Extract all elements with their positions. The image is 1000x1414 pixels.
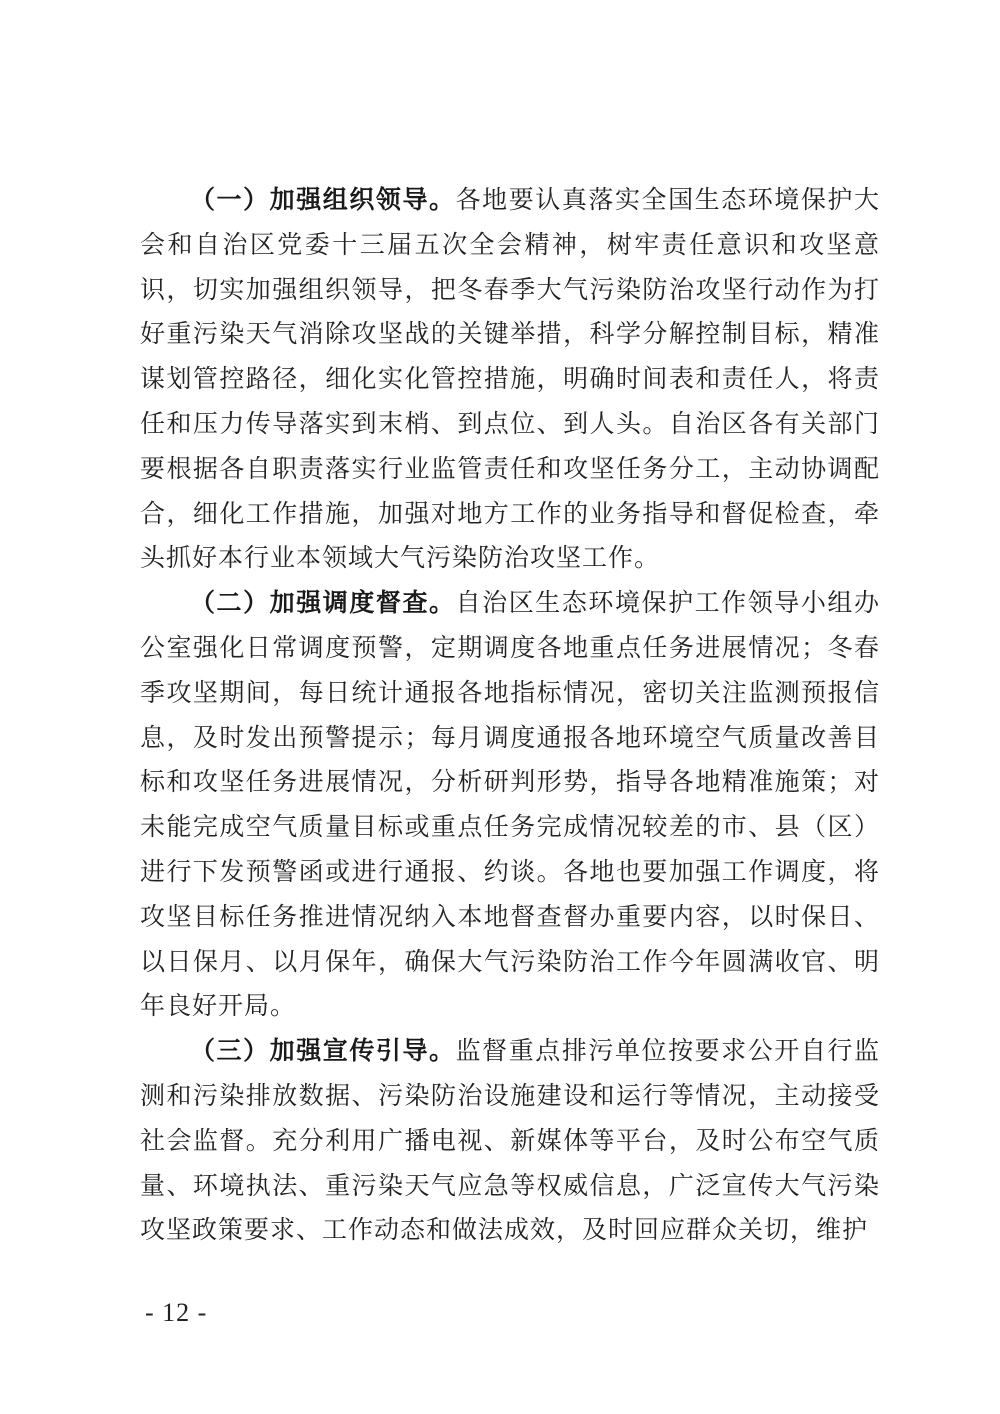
section-heading-3: （三）加强宣传引导。	[190, 1036, 456, 1066]
section-heading-1: （一）加强组织领导。	[190, 185, 456, 214]
paragraph-text-3: 监督重点排污单位按要求公开自行监测和污染排放数据、污染防治设施建设和运行等情况，主动接受社会监督。充分利用广播电视、新媒体等平台，及时公布空气质量、环境执法、重污染天气应急等权威信息，广泛宣传大气污染攻坚政策要求、工作动态和做法成效，及时回应群众关切，维护	[140, 1036, 880, 1245]
page-number: - 12 -	[145, 1298, 208, 1327]
document-body	[140, 178, 880, 1253]
paragraph-text-2: 自治区生态环境保护工作领导小组办公室强化日常调度预警，定期调度各地重点任务进展情况；冬春季攻坚期间，每日统计通报各地指标情况，密切关注监测预报信息，及时发出预警提示；每月调度通报各地环境空气质量改善目标和攻坚任务进展情况，分析研判形势，指导各地精准施策；对未能完成空气质量目标或重点任务完成情况较差的市、县（区）进行下发预警函或进行通报、约谈。各地也要加强工作调度，将攻坚目标任务推进情况纳入本地督查督办重要内容，以时保日、以日保月、以月保年，确保大气污染防治工作今年圆满收官、明年良好开局。	[140, 588, 880, 1021]
paragraph-publicity-guidance	[140, 1029, 880, 1253]
paragraph-text-1: 各地要认真落实全国生态环境保护大会和自治区党委十三届五次全会精神，树牢责任意识和攻坚意识，切实加强组织领导，把冬春季大气污染防治攻坚行动作为打好重污染天气消除攻坚战的关键举措，科学分解控制目标，精准谋划管控路径，细化实化管控措施，明确时间表和责任人，将责任和压力传导落实到末梢、到点位、到人头。自治区各有关部门要根据各自职责落实行业监管责任和攻坚任务分工，主动协调配合，细化工作措施，加强对地方工作的业务指导和督促检查，牵头抓好本行业本领域大气污染防治攻坚工作。	[140, 185, 880, 573]
paragraph-scheduling-supervision	[140, 581, 880, 1029]
section-heading-2: （二）加强调度督查。	[190, 588, 456, 618]
paragraph-organization-leadership	[140, 178, 880, 581]
